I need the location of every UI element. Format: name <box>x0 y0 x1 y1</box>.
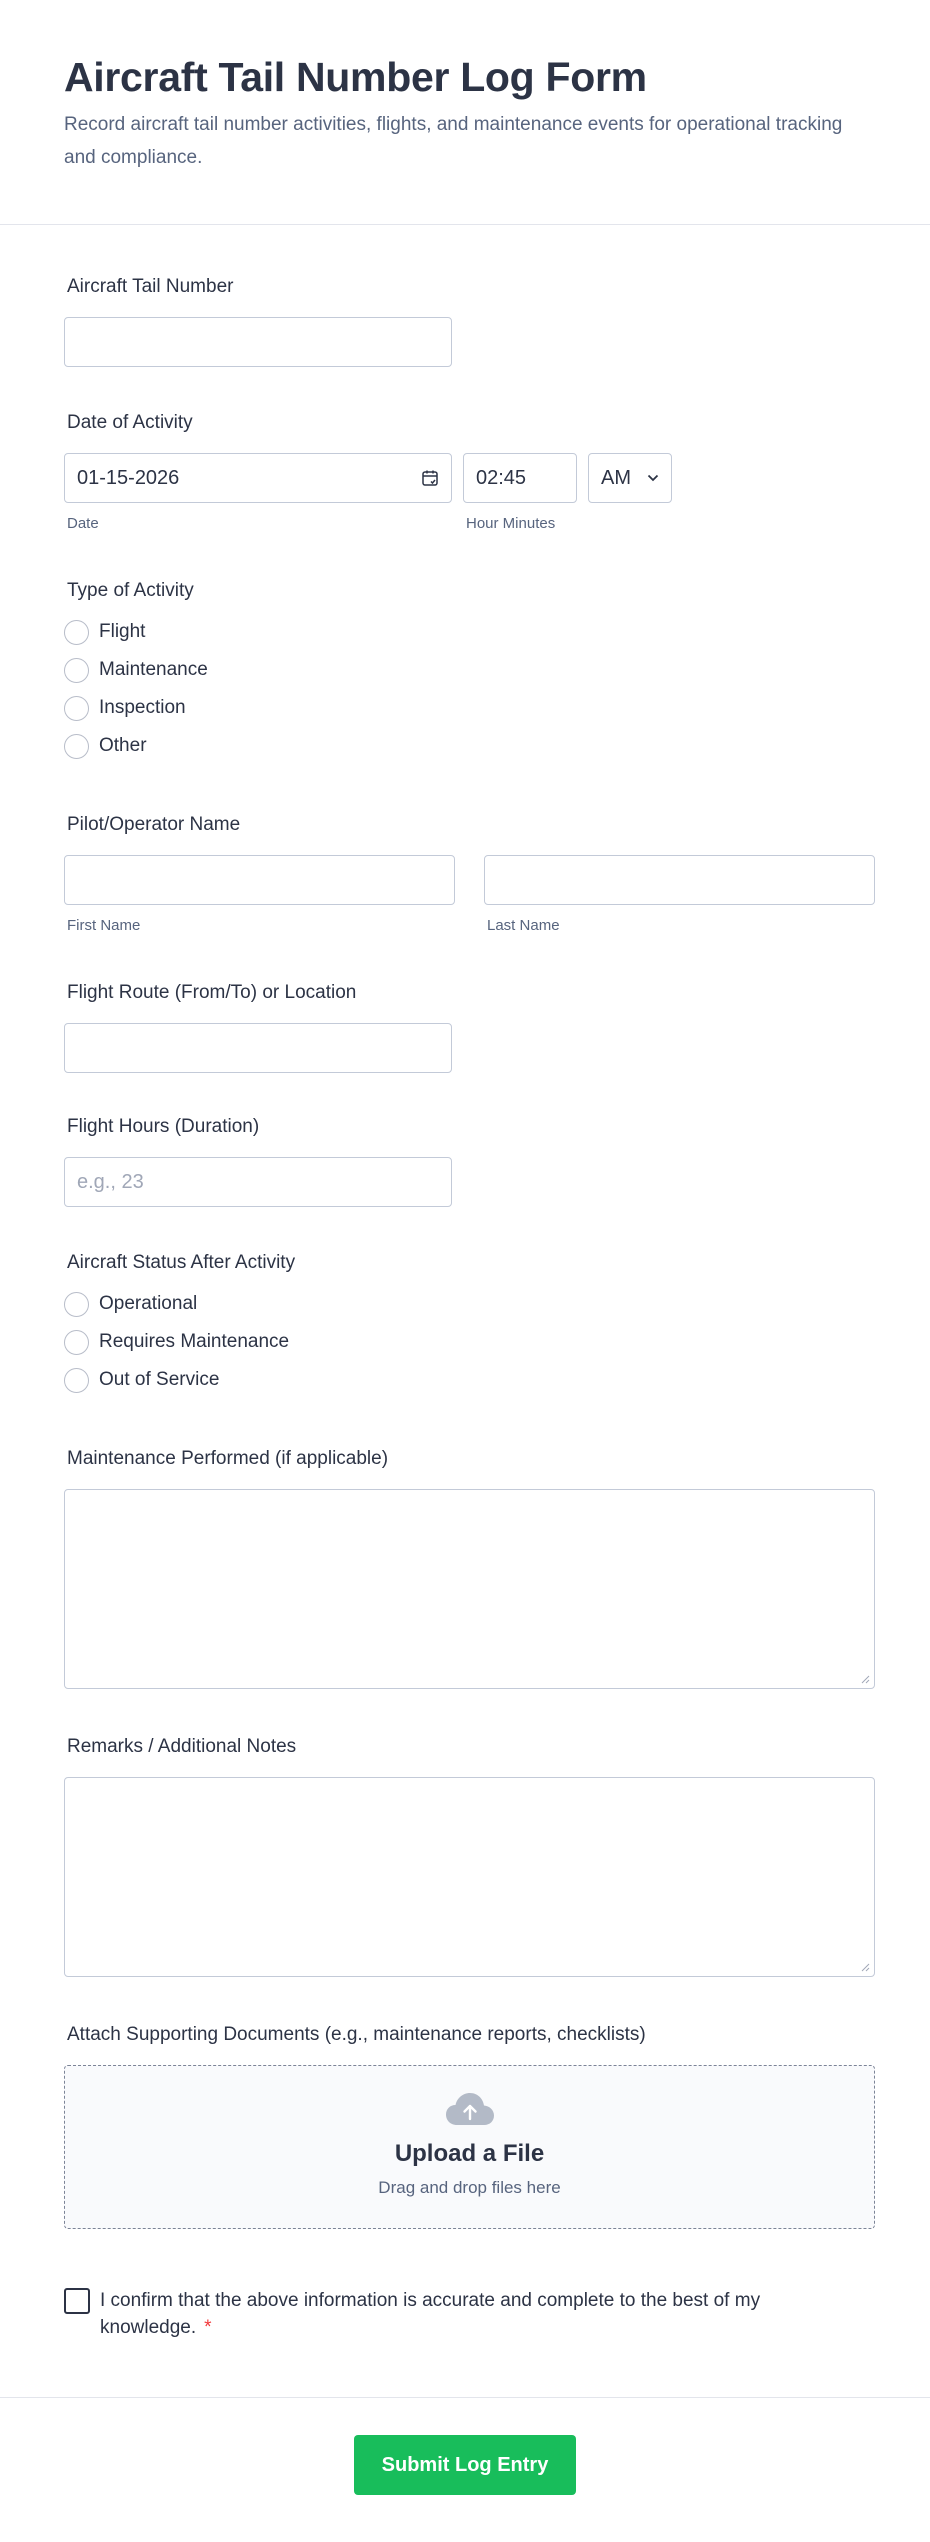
time-column <box>463 453 577 533</box>
upload-subtitle: Drag and drop files here <box>378 2178 561 2197</box>
ampm-select[interactable] <box>588 453 672 503</box>
upload-dropzone[interactable] <box>64 2065 875 2229</box>
radio-label: Other <box>99 735 147 756</box>
time-sublabel: Hour Minutes <box>466 515 556 532</box>
radio-label: Out of Service <box>99 1369 220 1390</box>
flight-route-field <box>64 981 866 1073</box>
radio-label: Flight <box>99 621 146 642</box>
submit-button[interactable]: Submit Log Entry <box>354 2435 576 2495</box>
flight-hours-field <box>64 1115 866 1207</box>
upload-field <box>64 2023 866 2229</box>
radio-label: Inspection <box>99 697 186 718</box>
form-header <box>0 0 930 225</box>
radio-button[interactable] <box>64 1330 89 1355</box>
activity-type-options <box>64 613 866 765</box>
date-of-activity-field <box>64 411 866 533</box>
radio-label: Maintenance <box>99 659 208 680</box>
tail-number-input[interactable] <box>64 317 452 367</box>
status-option-requires-maintenance[interactable] <box>64 1323 866 1361</box>
activity-type-label: Type of Activity <box>67 580 194 601</box>
activity-type-field <box>64 579 866 765</box>
aircraft-status-label: Aircraft Status After Activity <box>67 1252 296 1273</box>
flight-route-input[interactable] <box>64 1023 452 1073</box>
confirm-checkbox[interactable] <box>64 2288 90 2314</box>
form-body <box>0 275 930 2341</box>
radio-button[interactable] <box>64 620 89 645</box>
chevron-down-icon <box>647 474 659 482</box>
confirm-row <box>64 2287 764 2341</box>
date-value: 01-15-2026 <box>77 466 180 489</box>
page-description: Record aircraft tail number activities, flights, and maintenance events for operational tracking and compliance. <box>64 114 843 168</box>
first-name-sublabel: First Name <box>67 917 141 934</box>
confirm-text: I confirm that the above information is accurate and complete to the best of my knowledge. <box>100 2290 761 2338</box>
activity-option-inspection[interactable] <box>64 689 866 727</box>
flight-hours-input[interactable] <box>64 1157 452 1207</box>
first-name-input[interactable] <box>64 855 455 905</box>
remarks-field <box>64 1735 866 1977</box>
date-sublabel: Date <box>67 515 99 532</box>
date-input[interactable] <box>64 453 452 503</box>
ampm-value: AM <box>601 466 631 489</box>
time-input[interactable] <box>463 453 577 503</box>
radio-button[interactable] <box>64 1292 89 1317</box>
radio-button[interactable] <box>64 696 89 721</box>
pilot-name-label: Pilot/Operator Name <box>67 814 241 835</box>
pilot-name-field <box>64 813 866 935</box>
aircraft-status-options <box>64 1285 866 1399</box>
activity-option-flight[interactable] <box>64 613 866 651</box>
form-footer <box>0 2397 930 2542</box>
tail-number-field <box>64 275 866 367</box>
upload-label: Attach Supporting Documents (e.g., maintenance reports, checklists) <box>67 2024 646 2045</box>
last-name-input[interactable] <box>484 855 875 905</box>
activity-option-other[interactable] <box>64 727 866 765</box>
radio-button[interactable] <box>64 734 89 759</box>
cloud-upload-icon <box>445 2092 495 2126</box>
time-value: 02:45 <box>476 466 527 489</box>
maintenance-label: Maintenance Performed (if applicable) <box>67 1448 389 1469</box>
upload-title: Upload a File <box>394 2140 545 2167</box>
resize-grip-icon[interactable] <box>860 1674 870 1684</box>
first-name-column <box>64 855 455 935</box>
date-column <box>64 453 452 533</box>
maintenance-textarea[interactable] <box>64 1489 875 1689</box>
activity-option-maintenance[interactable] <box>64 651 866 689</box>
maintenance-field <box>64 1447 866 1689</box>
flight-route-label: Flight Route (From/To) or Location <box>67 982 357 1003</box>
radio-label: Requires Maintenance <box>99 1331 290 1352</box>
resize-grip-icon[interactable] <box>860 1962 870 1972</box>
page-title: Aircraft Tail Number Log Form <box>64 54 647 100</box>
radio-button[interactable] <box>64 658 89 683</box>
status-option-operational[interactable] <box>64 1285 866 1323</box>
ampm-column <box>588 453 672 533</box>
confirm-field <box>64 2287 764 2341</box>
status-option-out-of-service[interactable] <box>64 1361 866 1399</box>
flight-hours-placeholder: e.g., 23 <box>77 1170 144 1193</box>
radio-button[interactable] <box>64 1368 89 1393</box>
flight-hours-label: Flight Hours (Duration) <box>67 1116 260 1137</box>
remarks-textarea[interactable] <box>64 1777 875 1977</box>
confirm-text-wrap <box>100 2287 764 2341</box>
last-name-column <box>484 855 875 935</box>
aircraft-status-field <box>64 1251 866 1399</box>
required-mark: * <box>204 2317 212 2338</box>
calendar-icon[interactable] <box>421 469 439 487</box>
radio-label: Operational <box>99 1293 198 1314</box>
last-name-sublabel: Last Name <box>487 917 560 934</box>
remarks-label: Remarks / Additional Notes <box>67 1736 297 1757</box>
tail-number-label: Aircraft Tail Number <box>67 276 234 297</box>
date-of-activity-label: Date of Activity <box>67 412 193 433</box>
